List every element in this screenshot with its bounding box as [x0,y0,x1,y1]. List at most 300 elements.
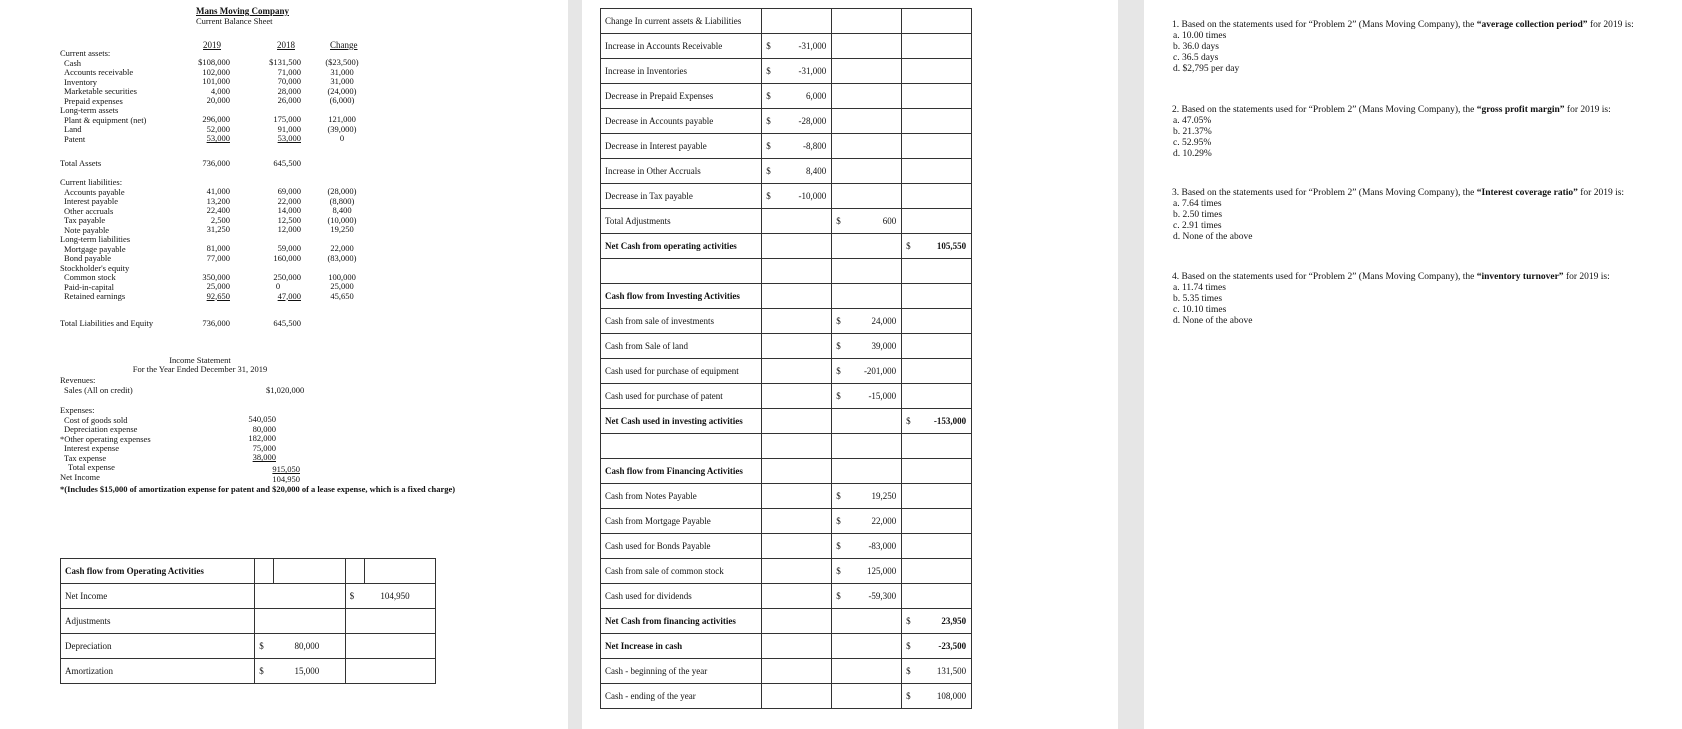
value-cell: 80,000 [294,641,320,651]
total-assets-2018: 645,500 [273,158,301,168]
cell [364,559,435,584]
answer-option: d. None of the above [1173,232,1253,242]
row-label: Cash from sale of investments [601,309,762,334]
cell [832,434,902,459]
cell [762,459,832,484]
dollar-sign: $ [906,641,911,651]
liability-label: Tax payable [64,215,106,225]
cell [762,434,832,459]
cell [762,584,832,609]
table-row [601,59,972,84]
cell [832,184,902,209]
table-row [601,459,972,484]
liability-label: Bond payable [64,253,111,263]
question-term: “inventory turnover” [1476,272,1564,282]
row-label: Decrease in Accounts payable [601,109,762,134]
cell [832,609,902,634]
asset-label: Marketable securities [64,86,137,96]
row-label: Net Cash from financing activities [601,609,762,634]
cell [762,59,832,84]
cell [762,209,832,234]
cell [832,209,902,234]
dollar-sign: $ [836,491,841,501]
col-header-change: Change [330,40,358,50]
value-cell: -83,000 [868,541,897,551]
cell [255,634,345,659]
question-text: 1. Based on the statements used for “Problem 2” (Mans Moving Company), the [1172,20,1477,30]
cell [345,584,435,609]
table-row [601,659,972,684]
table-row [601,309,972,334]
row-label: Cash - beginning of the year [601,659,762,684]
value-cell: $108,000 [198,57,230,67]
total-assets-label: Total Assets [60,158,102,168]
table-row [601,109,972,134]
cell [762,684,832,709]
value-cell: 102,000 [202,66,230,77]
table-row [601,384,972,409]
cell [832,534,902,559]
cell [832,559,902,584]
assets-2019-col [190,58,230,144]
cell [832,259,902,284]
cell [832,159,902,184]
liability-label: Interest payable [64,196,119,206]
equity-label: Common stock [64,272,116,282]
cell [902,309,972,334]
liabilities-2018-col [261,187,301,301]
value-cell: 8,400 [806,166,827,176]
value-cell: (10,000) [327,214,357,225]
cell [832,484,902,509]
question-block [1172,20,1642,75]
dollar-sign: $ [836,566,841,576]
table-row [601,559,972,584]
dollar-sign: $ [836,366,841,376]
cell [255,659,345,684]
value-cell: 31,000 [330,76,354,86]
row-label: Cash used for Bonds Payable [601,534,762,559]
cell [762,484,832,509]
assets-labels [60,49,146,144]
value-cell: 53,000 [277,133,301,143]
dollar-sign: $ [766,41,771,51]
dollar-sign: $ [766,116,771,126]
value-cell: 41,000 [206,186,230,196]
value-cell: 12,000 [277,224,301,234]
table-row [601,134,972,159]
answer-option: a. 11.74 times [1173,283,1226,293]
current-assets-header: Current assets: [60,48,111,58]
liabilities-labels [60,178,130,302]
cell [902,84,972,109]
cell [255,584,345,609]
question-term: “average collection period” [1476,20,1588,30]
table-row [601,209,972,234]
table-row [601,284,972,309]
table-row [601,534,972,559]
dollar-sign: $ [259,666,264,676]
cell [832,409,902,434]
question-stem [1172,188,1642,199]
table-row [601,234,972,259]
value-cell: -31,000 [798,41,827,51]
question-block [1172,188,1642,243]
dollar-sign: $ [766,191,771,201]
answer-option: d. None of the above [1173,316,1253,326]
value-cell: 104,950 [380,591,410,601]
table-row [601,184,972,209]
liability-label: Mortgage payable [64,243,126,254]
liability-label: Other accruals [64,205,114,216]
asset-label: Land [64,124,82,134]
row-label: Decrease in Prepaid Expenses [601,84,762,109]
value-cell: 80,000 [252,423,276,434]
table-row [601,684,972,709]
cell [832,334,902,359]
expense-label: Interest expense [64,443,119,453]
value-cell: -201,000 [863,366,897,376]
question-text: 4. Based on the statements used for “Problem 2” (Mans Moving Company), the [1172,272,1477,282]
value-cell: 91,000 [277,123,301,134]
value-cell: 45,650 [330,290,354,301]
dollar-sign: $ [836,216,841,226]
dollar-sign: $ [836,541,841,551]
row-label: Cash from Sale of land [601,334,762,359]
cell [762,259,832,284]
cell [255,559,274,584]
total-expense-label: Total expense [68,462,115,472]
value-cell: -28,000 [798,116,827,126]
cell [902,134,972,159]
value-cell: 160,000 [273,252,301,263]
value-cell: 20,000 [206,95,230,105]
question-stem [1172,272,1642,283]
dollar-sign: $ [836,391,841,401]
row-label: Cash flow from Financing Activities [601,459,762,484]
row-label: Cash - ending of the year [601,684,762,709]
cell [832,59,902,84]
row-label: Cash from sale of common stock [601,559,762,584]
value-cell: 108,000 [936,691,967,701]
liability-label: Note payable [64,224,110,235]
cell [762,384,832,409]
cell [762,559,832,584]
value-cell: 131,500 [936,666,967,676]
question-block [1172,272,1642,327]
total-liabilities-equity-label: Total Liabilities and Equity [60,318,154,328]
row-label: Cash used for purchase of patent [601,384,762,409]
value-cell: 6,000 [806,91,827,101]
row-label: Net Increase in cash [601,634,762,659]
question-term: “Interest coverage ratio” [1476,188,1578,198]
value-cell: (8,800) [329,195,355,206]
assets-change-col [318,58,366,144]
cell [902,184,972,209]
cell [762,659,832,684]
value-cell: 296,000 [202,114,230,124]
cell [832,659,902,684]
page-questions [1144,0,1682,729]
expense-label: Tax expense [64,452,107,463]
cell [902,509,972,534]
row-label: Cash flow from Investing Activities [601,284,762,309]
cell [832,134,902,159]
value-cell: 250,000 [273,271,301,282]
value-cell: 105,550 [936,241,967,251]
row-label: Net Cash from operating activities [601,234,762,259]
cell [902,384,972,409]
cell [902,209,972,234]
row-label: Cash used for dividends [601,584,762,609]
dollar-sign: $ [836,591,841,601]
value-cell: 125,000 [866,566,897,576]
answer-option: b. 36.0 days [1173,42,1219,52]
cell [902,434,972,459]
row-label: Decrease in Interest payable [601,134,762,159]
value-cell: 26,000 [277,95,301,105]
cell [902,334,972,359]
value-cell: 4,000 [210,85,230,96]
cash-flow-operating-table [60,558,436,684]
table-row [601,9,972,34]
total-liabilities-equity-2019: 736,000 [202,318,230,328]
table-row [601,334,972,359]
table-row [601,84,972,109]
value-cell: 101,000 [202,76,230,86]
long-term-liabilities-header: Long-term liabilities [60,234,131,244]
cell [902,534,972,559]
value-cell: 47,000 [277,290,301,301]
liability-label: Accounts payable [64,186,125,197]
row-label: Increase in Inventories [601,59,762,84]
value-cell: -15,000 [868,391,897,401]
current-liabilities-header: Current liabilities: [60,177,123,187]
value-cell: 31,000 [330,66,354,77]
value-cell: ($23,500) [325,57,359,67]
cell [832,509,902,534]
equity-label: Paid-in-capital [64,281,115,292]
row-label: Cash used for purchase of equipment [601,359,762,384]
cell [832,309,902,334]
dollar-sign: $ [766,166,771,176]
cell [832,584,902,609]
value-cell: 600 [882,216,897,226]
value-cell: 13,200 [206,195,230,206]
question-text: for 2019 is: [1577,188,1625,198]
cell [832,384,902,409]
value-cell: 22,000 [277,195,301,206]
page-balance-income [0,0,568,729]
total-expense-value: 915,050 [272,464,300,474]
row-label: Cash flow from Operating Activities [61,559,255,584]
value-cell: 100,000 [328,271,356,282]
cell [762,609,832,634]
answer-option: d. 10.29% [1173,149,1212,159]
row-label: Cash from Mortgage Payable [601,509,762,534]
liabilities-change-col [318,187,366,301]
value-cell: 12,500 [277,214,301,225]
answer-option: c. 36.5 days [1173,53,1219,63]
question-stem [1172,20,1642,31]
value-cell: -59,300 [868,591,897,601]
table-row [601,359,972,384]
value-cell: -8,800 [803,141,827,151]
dollar-sign: $ [259,641,264,651]
value-cell: 31,250 [206,224,230,234]
long-term-assets-header: Long-term assets [60,105,119,115]
answer-option: b. 5.35 times [1173,294,1223,304]
table-row [601,609,972,634]
cell [832,109,902,134]
net-income-label: Net Income [60,471,100,482]
value-cell: 0 [339,133,345,143]
asset-label: Inventory [64,76,98,87]
table-row [601,434,972,459]
sales-value: $1,020,000 [266,385,305,395]
dollar-sign: $ [836,341,841,351]
row-label: Adjustments [61,609,255,634]
value-cell: 175,000 [273,114,301,124]
answer-option: b. 21.37% [1173,127,1212,137]
table-row [601,634,972,659]
table-row [601,509,972,534]
cell [762,634,832,659]
asset-label: Patent [64,133,86,144]
row-label: Net Cash used in investing activities [601,409,762,434]
answer-option: d. $2,795 per day [1173,64,1240,74]
value-cell: (28,000) [327,186,357,196]
value-cell: $131,500 [269,57,301,67]
cell [902,459,972,484]
dollar-sign: $ [906,416,911,426]
row-label: Cash from Notes Payable [601,484,762,509]
asset-label: Cash [64,57,81,68]
row-label: Increase in Accounts Receivable [601,34,762,59]
col-header-2018: 2018 [277,40,295,50]
cell [902,359,972,384]
value-cell: 53,000 [206,133,230,143]
cell [345,659,435,684]
value-cell: 540,050 [248,414,276,424]
dollar-sign: $ [836,316,841,326]
cell [762,359,832,384]
cell [902,59,972,84]
value-cell: 350,000 [202,271,230,282]
cell [832,9,902,34]
question-stem [1172,105,1642,116]
value-cell: 70,000 [277,76,301,86]
dollar-sign: $ [906,241,911,251]
value-cell: 25,000 [330,281,354,291]
equity-label: Retained earnings [64,291,126,301]
row-label: Increase in Other Accruals [601,159,762,184]
dollar-sign: $ [906,691,911,701]
cell [902,109,972,134]
value-cell: -10,000 [798,191,827,201]
value-cell: 19,250 [871,491,897,501]
value-cell: 59,000 [277,243,301,253]
expense-label: Depreciation expense [64,424,138,434]
dollar-sign: $ [349,591,355,601]
cell [762,534,832,559]
dollar-sign: $ [906,616,911,626]
cell [762,9,832,34]
cell [902,34,972,59]
liabilities-2019-col [190,187,230,301]
table-row [601,259,972,284]
row-label [601,259,762,284]
table-row [61,659,436,684]
value-cell: 22,400 [206,205,230,215]
answer-option: a. 7.64 times [1173,199,1222,209]
col-header-2019: 2019 [203,40,221,50]
expense-values [238,415,276,463]
table-row [601,584,972,609]
value-cell: 22,000 [330,243,354,253]
cell [762,284,832,309]
question-text: 2. Based on the statements used for “Problem 2” (Mans Moving Company), the [1172,105,1477,115]
table-row [61,634,436,659]
row-label: Amortization [61,659,255,684]
cell [902,284,972,309]
table-row [61,609,436,634]
row-label: Total Adjustments [601,209,762,234]
value-cell: 69,000 [277,186,301,196]
dollar-sign: $ [906,666,911,676]
cell [902,234,972,259]
question-text: for 2019 is: [1564,105,1611,115]
cell [902,609,972,634]
row-label [601,434,762,459]
dollar-sign: $ [766,66,771,76]
dollar-sign: $ [766,141,771,151]
value-cell: 22,000 [871,516,897,526]
cell [762,184,832,209]
value-cell: -153,000 [933,416,967,426]
table-row [601,34,972,59]
company-name: Mans Moving Company [196,6,290,16]
value-cell: 39,000 [871,341,897,351]
cell [902,159,972,184]
cell [902,659,972,684]
cell [345,609,435,634]
value-cell: 77,000 [206,252,230,263]
cell [274,559,345,584]
cell [762,134,832,159]
cell [762,334,832,359]
cell [762,109,832,134]
row-label: Net Income [61,584,255,609]
dollar-sign: $ [766,91,771,101]
row-label: Change In current assets & Liabilities [601,9,762,34]
expenses-header: Expenses: [60,405,95,415]
net-income-value: 104,950 [272,473,300,484]
value-cell: 52,000 [206,123,230,134]
assets-2018-col [261,58,301,144]
value-cell: 15,000 [294,666,320,676]
value-cell: (24,000) [327,85,357,96]
value-cell: 14,000 [277,205,301,215]
cell [902,484,972,509]
cell [762,159,832,184]
question-term: “gross profit margin” [1476,105,1565,115]
cell [902,259,972,284]
value-cell: (83,000) [327,252,357,263]
dollar-sign: $ [836,516,841,526]
cell [762,409,832,434]
cell [832,459,902,484]
